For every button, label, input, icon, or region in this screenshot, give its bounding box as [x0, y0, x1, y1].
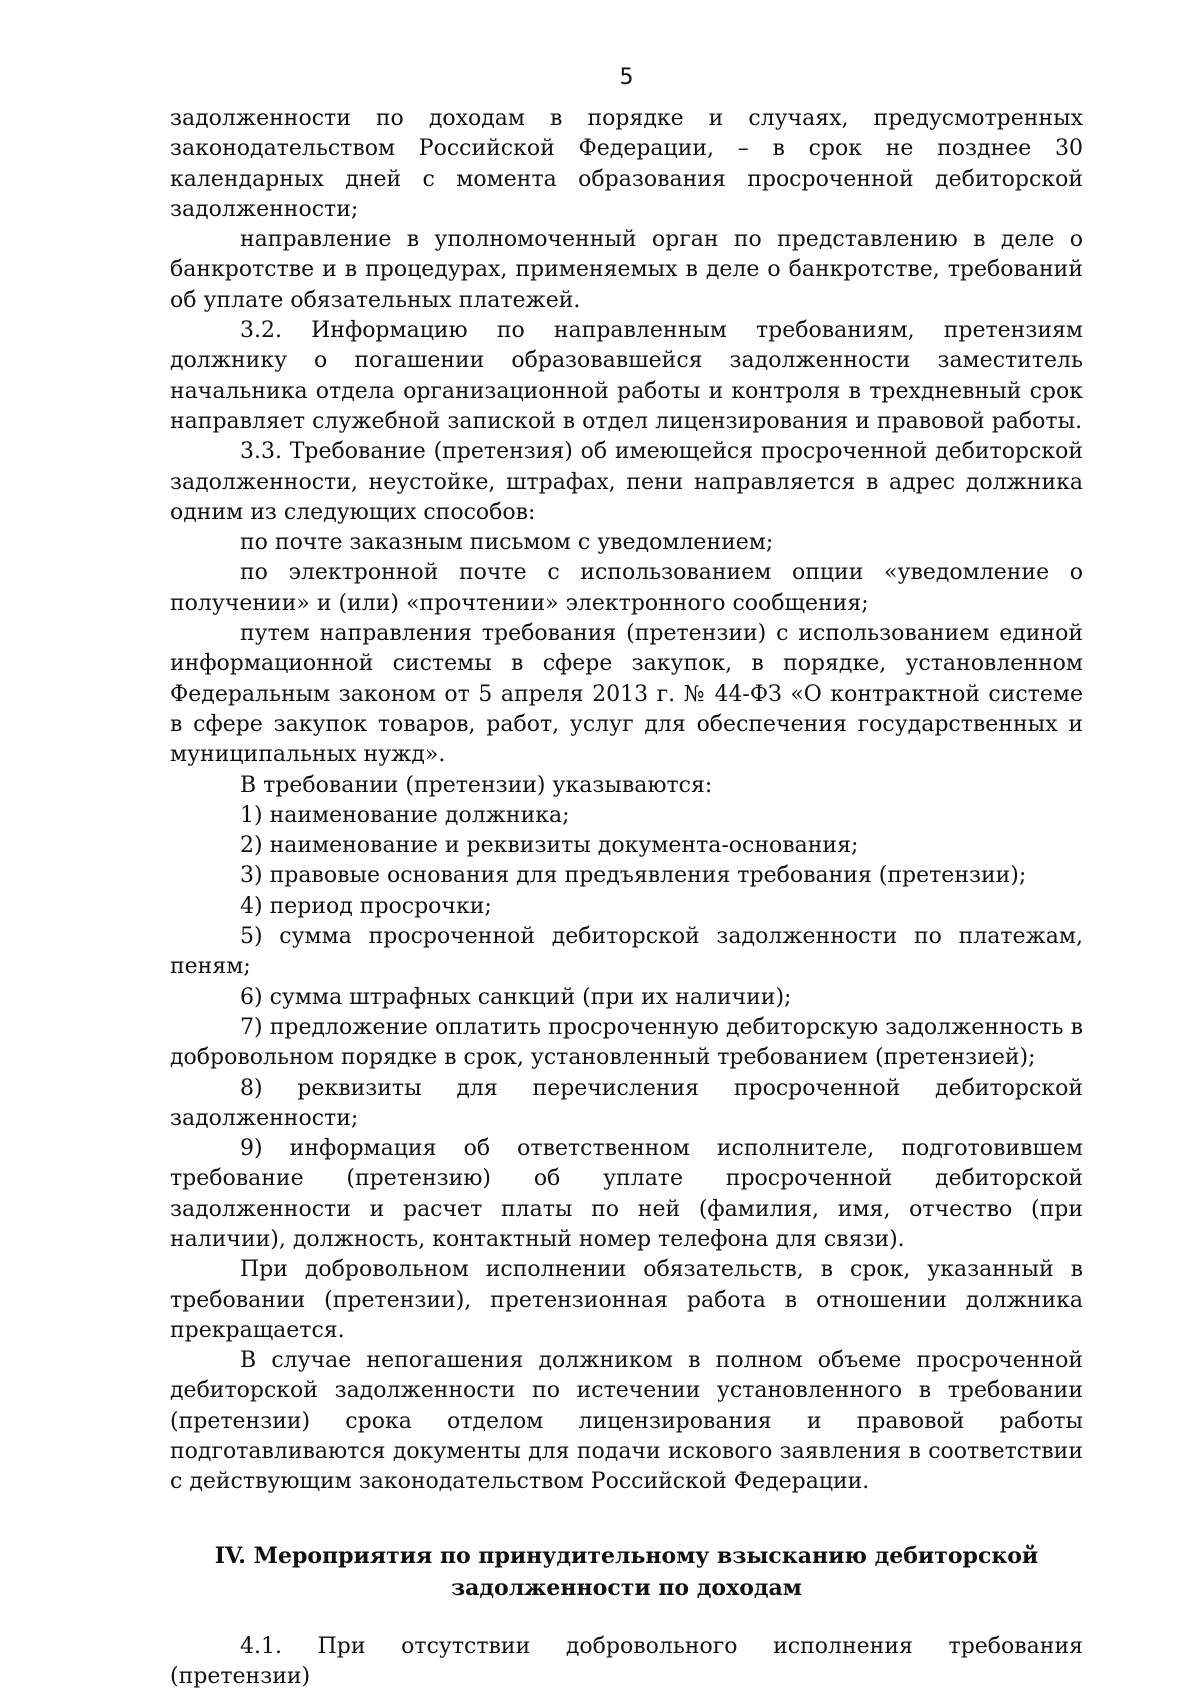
paragraph-continuation: задолженности по доходам в порядке и случаях, предусмотренных законодательством Российской Федерации, – в срок не позднее 30 календарных дней с момента образования просроченной дебиторской задолженности; — [170, 106, 1083, 222]
paragraph-bankruptcy: направление в уполномоченный орган по представлению в деле о банкротстве и в процедурах, применяемых в деле о банкротстве, требований об уплате обязательных платежей. — [170, 227, 1083, 313]
paragraph-voluntary-fulfillment: При добровольном исполнении обязательств, в срок, указанный в требовании (претензии), претензионная работа в отношении должника прекращается. — [170, 1257, 1083, 1343]
page-number: 5 — [619, 65, 634, 90]
paragraph-method-eis: путем направления требования (претензии) с использованием единой информационной системы в сфере закупок, в порядке, установленном Федеральным законом от 5 апреля 2013 г. № 44-ФЗ «О контрактной системе в сфере закупок товаров, работ, услуг для обеспечения государственных и муниципальных нужд». — [170, 621, 1083, 768]
paragraph-method-mail: по почте заказным письмом с уведомлением; — [240, 530, 774, 556]
list-item-7: 7) предложение оплатить просроченную дебиторскую задолженность в добровольном порядке в срок, установленный требованием (претензией); — [170, 1014, 1083, 1071]
paragraph-3-3: 3.3. Требование (претензия) об имеющейся просроченной дебиторской задолженности, неустойке, штрафах, пени направляется в адрес должника одним из следующих способов: — [170, 439, 1083, 525]
paragraph-claim-contents: В требовании (претензии) указываются: — [240, 772, 713, 798]
list-item-9: 9) информация об ответственном исполнителе, подготовившем требование (претензию) об уплате просроченной дебиторской задолженности и расчет платы по ней (фамилия, имя, отчество (при наличии), должность, контактный номер телефона для связи). — [170, 1136, 1083, 1252]
list-item-6: 6) сумма штрафных санкций (при их наличии); — [240, 984, 792, 1010]
list-item-5: 5) сумма просроченной дебиторской задолженности по платежам, пеням; — [170, 924, 1083, 980]
document-body — [170, 104, 1083, 1692]
section-heading-line-2: задолженности по доходам — [451, 1574, 802, 1601]
paragraph-method-email: по электронной почте с использованием опции «уведомление о получении» и (или) «прочтении» электронного сообщения; — [170, 560, 1083, 616]
section-heading-line-1: IV. Мероприятия по принудительному взысканию дебиторской — [214, 1542, 1039, 1569]
list-item-4: 4) период просрочки; — [240, 893, 492, 919]
paragraph-3-2: 3.2. Информацию по направленным требованиям, претензиям должнику о погашении образовавшейся задолженности заместитель начальника отдела организационной работы и контроля в трехдневный срок направляет служебной запиской в отдел лицензирования и правовой работы. — [170, 318, 1083, 434]
paragraph-4-1: 4.1. При отсутствии добровольного исполнения требования (претензии) — [170, 1633, 1083, 1689]
paragraph-non-payment: В случае непогашения должником в полном объеме просроченной дебиторской задолженности по истечении установленного в требовании (претензии) срока отделом лицензирования и правовой работы подготавливаются документы для подачи искового заявления в соответствии с действующим законодательством Российской Федерации. — [170, 1348, 1083, 1495]
section-heading — [170, 1540, 1083, 1604]
list-item-1: 1) наименование должника; — [240, 802, 570, 828]
list-item-8: 8) реквизиты для перечисления просроченной дебиторской задолженности; — [170, 1075, 1083, 1131]
list-item-2: 2) наименование и реквизиты документа-основания; — [240, 833, 859, 859]
list-item-3: 3) правовые основания для предъявления требования (претензии); — [240, 863, 1027, 889]
